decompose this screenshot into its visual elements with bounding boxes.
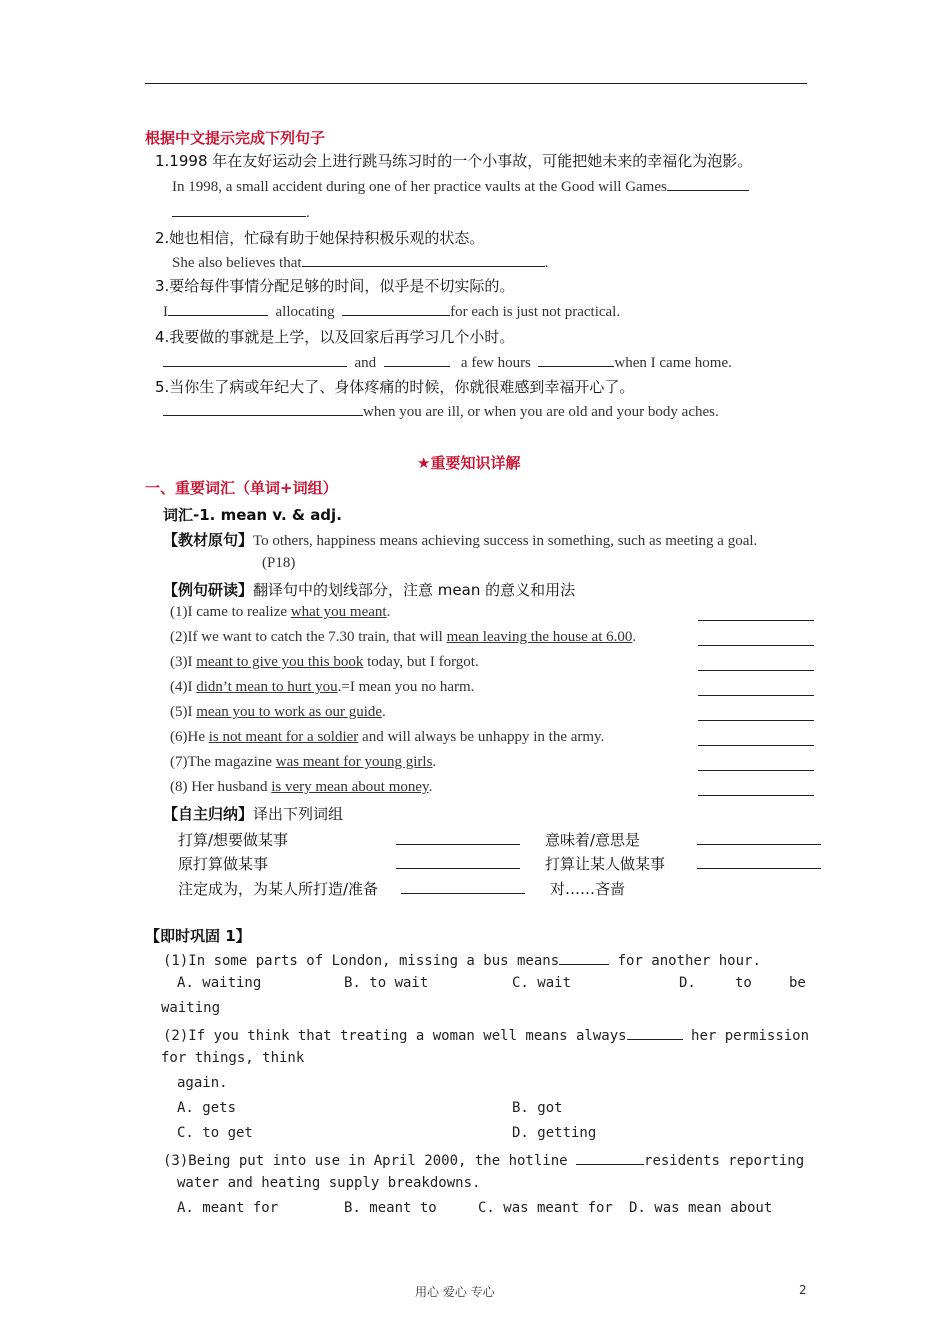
- quiz-q3-option-d[interactable]: D. was mean about: [629, 1200, 773, 1216]
- q3-english-b: allocating: [275, 304, 335, 320]
- answer-blank[interactable]: [667, 176, 749, 191]
- quiz-q3-text-a: (3)Being put into use in April 2000, the hotline: [163, 1153, 568, 1169]
- example-sentence: [170, 679, 474, 696]
- answer-blank[interactable]: [384, 352, 450, 367]
- example-underlined: what you meant: [290, 604, 387, 620]
- answer-blank[interactable]: [396, 830, 520, 845]
- example-text-post: .: [382, 704, 386, 720]
- vocab-section-heading: 一、重要词汇（单词+词组）: [145, 479, 338, 497]
- example-underlined: is very mean about money: [271, 779, 429, 795]
- answer-blank[interactable]: [559, 950, 609, 965]
- answer-blank[interactable]: [172, 202, 306, 217]
- quiz-q1-option-a[interactable]: A. waiting: [177, 975, 262, 991]
- answer-blank[interactable]: [697, 830, 821, 845]
- answer-blank[interactable]: [163, 401, 363, 416]
- phrase-4: 打算让某人做某事: [545, 855, 666, 873]
- example-underlined: mean leaving the house at 6.00: [446, 629, 633, 645]
- q5-chinese: 5.当你生了病或年纪大了、身体疼痛的时候，你就很难感到幸福开心了。: [155, 378, 635, 396]
- q1-chinese: 1.1998 年在友好运动会上进行跳马练习时的一个小事故，可能把她未来的幸福化为泡影。: [155, 152, 753, 170]
- section-heading: 根据中文提示完成下列句子: [145, 129, 326, 147]
- q4-chinese: 4.我要做的事就是上学，以及回家后再学习几个小时。: [155, 328, 515, 346]
- q4-english-b: a few hours: [460, 355, 531, 371]
- example-intro: [163, 579, 575, 600]
- answer-blank[interactable]: [163, 352, 347, 367]
- header-rule: [145, 83, 807, 84]
- answer-blank[interactable]: [576, 1150, 644, 1165]
- quiz-q2-option-c[interactable]: C. to get: [177, 1125, 253, 1141]
- example-text-post: .: [428, 779, 433, 795]
- q4-english-a: and: [354, 355, 377, 371]
- example-text-pre: (2)If we want to catch the 7.30 train, that will: [170, 629, 447, 645]
- example-text-pre: (6)He: [170, 729, 209, 745]
- quiz-q3-cont: water and heating supply breakdowns.: [177, 1175, 481, 1191]
- answer-blank[interactable]: [698, 656, 814, 671]
- quiz-q1-option-d-word: be: [789, 975, 806, 991]
- example-text-post: .: [632, 629, 637, 645]
- q1-english-cont: .: [172, 202, 310, 222]
- vocab-title: 词汇-1. mean v. & adj.: [163, 506, 342, 524]
- phrase-5: 注定成为，为某人所打造/准备: [178, 880, 379, 898]
- quiz-q1-text-a: (1)In some parts of London, missing a bus means: [163, 953, 560, 969]
- example-underlined: mean you to work as our guide: [196, 704, 383, 720]
- example-sentence: [170, 629, 636, 646]
- answer-blank[interactable]: [698, 781, 814, 796]
- q4-english: [163, 352, 732, 372]
- q2-english: She also believes that .: [172, 252, 548, 272]
- quiz-q1-option-b[interactable]: B. to wait: [344, 975, 429, 991]
- quiz-q1-option-d-wrap: waiting: [161, 1000, 221, 1016]
- answer-blank[interactable]: [342, 301, 450, 316]
- textbook-page: (P18): [262, 555, 296, 571]
- q5-english-text: when you are ill, or when you are old and your body aches.: [363, 404, 719, 420]
- quiz-q3-option-c[interactable]: C. was meant for: [478, 1200, 613, 1216]
- example-sentence: [170, 729, 604, 746]
- phrase-6: 对……吝啬: [550, 880, 626, 898]
- q3-english-a: I: [163, 304, 168, 320]
- example-text-pre: (8) Her husband: [170, 779, 272, 795]
- knowledge-title: ★重要知识详解: [417, 454, 521, 472]
- example-text-post: and will always be unhappy in the army.: [358, 729, 605, 745]
- example-sentence: [170, 704, 386, 721]
- quiz-q2-option-a[interactable]: A. gets: [177, 1100, 237, 1116]
- phrase-2: 意味着/意思是: [545, 831, 641, 849]
- answer-blank[interactable]: [627, 1025, 683, 1040]
- example-text: 翻译句中的划线部分，注意 mean 的意义和用法: [253, 581, 576, 599]
- answer-blank[interactable]: [168, 301, 268, 316]
- example-underlined: didn’t mean to hurt you: [196, 679, 338, 695]
- answer-blank[interactable]: [396, 854, 520, 869]
- q4-english-c: when I came home.: [614, 355, 732, 371]
- example-underlined: meant to give you this book: [196, 654, 364, 670]
- quiz-q1-option-d[interactable]: D.: [679, 975, 696, 991]
- quiz-q1-option-d-word: to: [735, 975, 752, 991]
- quiz-q1-text-b: for another hour.: [617, 953, 761, 969]
- answer-blank[interactable]: [698, 706, 814, 721]
- quiz-q2-text-a: (2)If you think that treating a woman well means always: [163, 1028, 627, 1044]
- example-text-post: today, but I forgot.: [363, 654, 479, 670]
- quiz-q2-option-d[interactable]: D. getting: [512, 1125, 597, 1141]
- q2-english-text: She also believes that: [172, 255, 302, 271]
- textbook-sentence: [163, 529, 757, 550]
- quiz-q3-text-b: residents reporting: [644, 1153, 805, 1169]
- quiz-q1: [163, 950, 761, 969]
- answer-blank[interactable]: [698, 681, 814, 696]
- quiz-q1-option-c[interactable]: C. wait: [512, 975, 572, 991]
- example-text-pre: (5)I: [170, 704, 197, 720]
- answer-blank[interactable]: [697, 854, 821, 869]
- summary-intro: [163, 803, 343, 824]
- example-text-pre: (4)I: [170, 679, 197, 695]
- answer-blank[interactable]: [538, 352, 614, 367]
- footer-motto: 用心 爱心 专心: [415, 1285, 495, 1299]
- example-sentence: [170, 779, 432, 796]
- example-underlined: is not meant for a soldier: [208, 729, 359, 745]
- example-text-pre: (1)I came to realize: [170, 604, 291, 620]
- q3-chinese: 3.要给每件事情分配足够的时间，似乎是不切实际的。: [155, 277, 515, 295]
- q3-english-c: for each is just not practical.: [450, 304, 621, 320]
- example-underlined: was meant for young girls: [275, 754, 433, 770]
- example-text-post: .: [386, 604, 391, 620]
- example-sentence: [170, 654, 479, 671]
- answer-blank[interactable]: [698, 731, 814, 746]
- quiz-q3-option-a[interactable]: A. meant for: [177, 1200, 279, 1216]
- quiz-q2-cont2: again.: [177, 1075, 228, 1091]
- q2-chinese: 2.她也相信，忙碌有助于她保持积极乐观的状态。: [155, 229, 485, 247]
- quiz-q2: [163, 1025, 809, 1044]
- answer-blank[interactable]: [698, 631, 814, 646]
- answer-blank[interactable]: [698, 756, 814, 771]
- q5-english: [163, 401, 719, 421]
- quiz-q3-option-b[interactable]: B. meant to: [344, 1200, 437, 1216]
- q1-english-text: In 1998, a small accident during one of her practice vaults at the Good will Games: [172, 179, 667, 195]
- example-text-pre: (7)The magazine: [170, 754, 276, 770]
- answer-blank[interactable]: [698, 606, 814, 621]
- answer-blank[interactable]: [302, 252, 545, 267]
- textbook-label: 【教材原句】: [163, 531, 254, 549]
- quiz-q2-option-b[interactable]: B. got: [512, 1100, 563, 1116]
- quiz-q2-cont: for things, think: [161, 1050, 305, 1066]
- summary-text: 译出下列词组: [253, 805, 344, 823]
- q1-english: [172, 176, 749, 196]
- quiz-q2-text-b: her permission: [691, 1028, 810, 1044]
- answer-blank[interactable]: [401, 879, 525, 894]
- example-label: 【例句研读】: [163, 581, 254, 599]
- example-text-post: .=I mean you no harm.: [337, 679, 475, 695]
- quiz-q3: [163, 1150, 804, 1169]
- summary-label: 【自主归纳】: [163, 805, 254, 823]
- q3-english: [163, 301, 620, 321]
- phrase-1: 打算/想要做某事: [178, 831, 289, 849]
- example-sentence: [170, 754, 436, 771]
- textbook-text: To others, happiness means achieving success in something, such as meeting a goal.: [253, 533, 758, 549]
- example-text-post: .: [432, 754, 437, 770]
- example-sentence: [170, 604, 390, 621]
- page-number: 2: [799, 1283, 807, 1297]
- phrase-3: 原打算做某事: [178, 855, 269, 873]
- quiz-title: 【即时巩固 1】: [145, 927, 251, 945]
- example-text-pre: (3)I: [170, 654, 197, 670]
